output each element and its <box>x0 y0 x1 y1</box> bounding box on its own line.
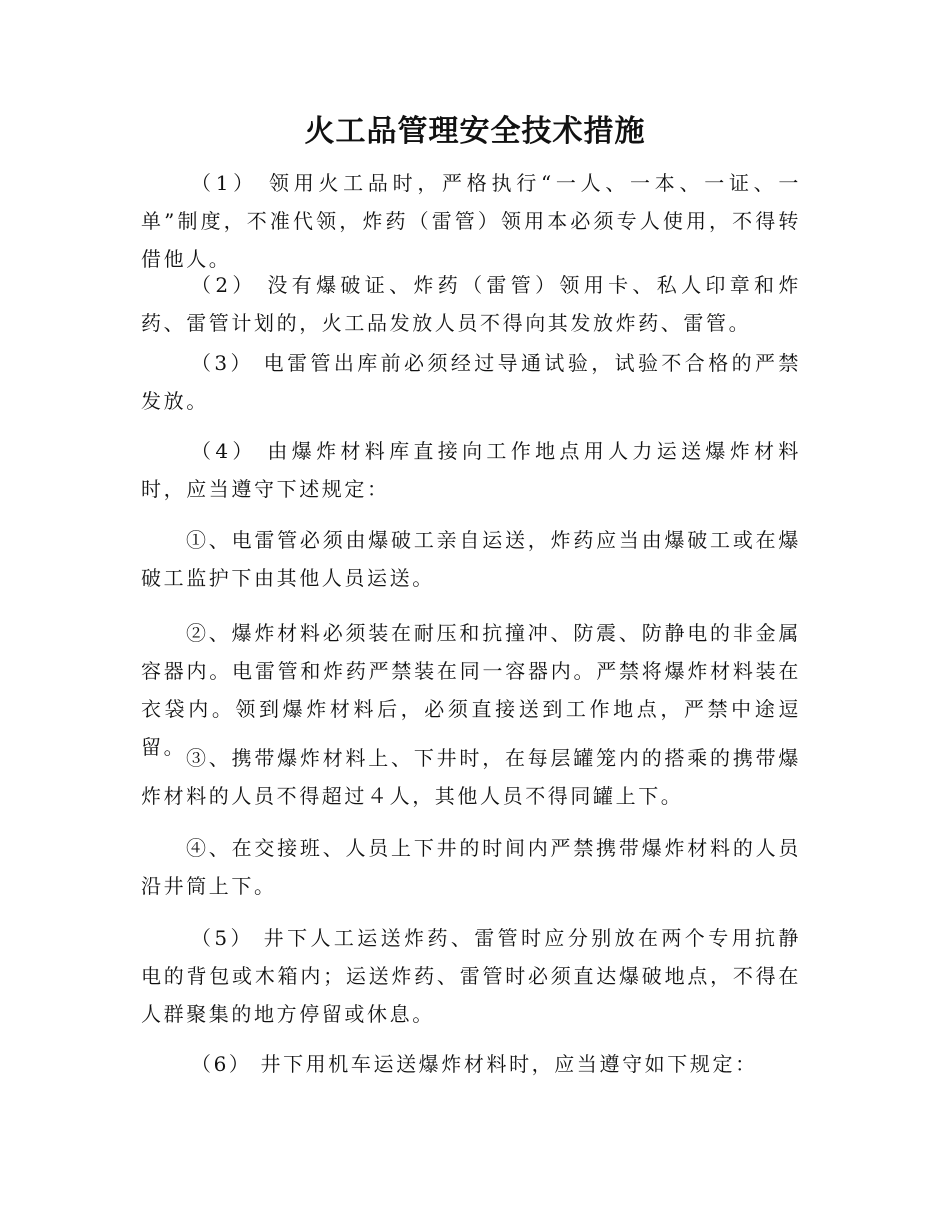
sub-item-3: ③、携带爆炸材料上、下井时，在每层罐笼内的搭乘的携带爆炸材料的人员不得超过４人，其他人员不得同罐上下。 <box>141 746 801 808</box>
paragraph-4: （4） 由爆炸材料库直接向工作地点用人力运送爆炸材料时，应当遵守下述规定： <box>141 439 801 501</box>
paragraph-1: （1） 领用火工品时，严格执行“一人、一本、一证、一单”制度，不准代领，炸药（雷管）领用本必须专人使用，不得转借他人。 <box>141 171 801 271</box>
document-title: 火工品管理安全技术措施 <box>304 114 646 149</box>
paragraph-3: （3） 电雷管出库前必须经过导通试验，试验不合格的严禁发放。 <box>141 351 801 413</box>
sub-item-2: ②、爆炸材料必须装在耐压和抗撞冲、防震、防静电的非金属容器内。电雷管和炸药严禁装在同一容器内。严禁将爆炸材料装在衣袋内。领到爆炸材料后，必须直接送到工作地点，严禁中途逗留。 <box>141 621 801 759</box>
paragraph-6: （6） 井下用机车运送爆炸材料时，应当遵守如下规定： <box>191 1052 758 1076</box>
sub-item-4: ④、在交接班、人员上下井的时间内严禁携带爆炸材料的人员沿井筒上下。 <box>141 836 801 898</box>
paragraph-2: （2） 没有爆破证、炸药（雷管）领用卡、私人印章和炸药、雷管计划的，火工品发放人员不得向其发放炸药、雷管。 <box>141 273 801 335</box>
paragraph-5: （5） 井下人工运送炸药、雷管时应分别放在两个专用抗静电的背包或木箱内；运送炸药、雷管时必须直达爆破地点，不得在人群聚集的地方停留或休息。 <box>141 926 801 1026</box>
sub-item-1: ①、电雷管必须由爆破工亲自运送，炸药应当由爆破工或在爆破工监护下由其他人员运送。 <box>141 528 801 590</box>
